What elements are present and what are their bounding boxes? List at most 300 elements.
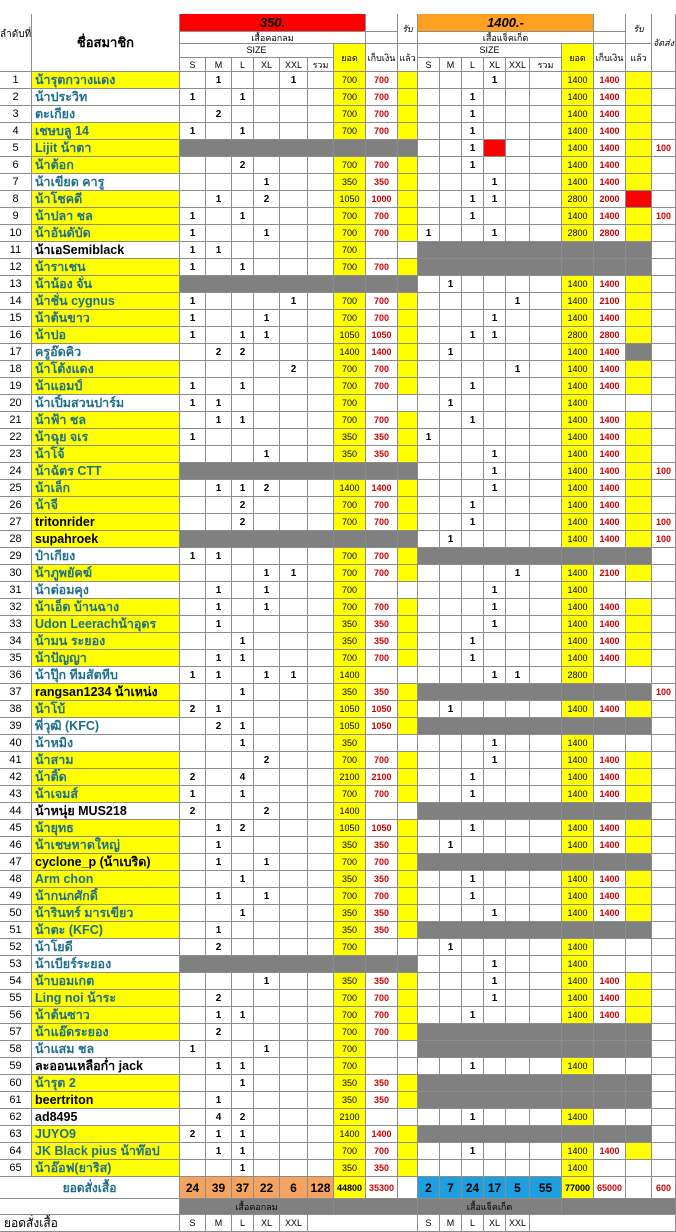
jacket-size-cell[interactable] [418,89,440,106]
jacket-received-flag[interactable] [626,1058,652,1075]
row-index[interactable]: 45 [0,820,32,837]
tee-collected[interactable]: 1400 [366,1126,398,1143]
jacket-size-cell[interactable] [440,514,462,531]
jacket-size-cell[interactable] [506,769,530,786]
jacket-collected[interactable] [594,242,626,259]
jacket-size-cell[interactable] [440,905,462,922]
tee-empty[interactable] [180,956,334,973]
jacket-size-cell[interactable] [530,531,562,548]
tee-size-cell[interactable] [280,1058,308,1075]
tee-size-cell[interactable] [254,361,280,378]
jacket-size-cell[interactable] [484,378,506,395]
jacket-size-cell[interactable] [530,480,562,497]
tee-size-cell[interactable] [280,259,308,276]
jacket-collected[interactable]: 1400 [594,701,626,718]
tee-amount[interactable]: 700 [334,123,366,140]
tee-amount[interactable]: 700 [334,939,366,956]
tee-size-cell[interactable]: 1 [206,1126,232,1143]
tee-total-cell[interactable]: 6 [280,1177,308,1199]
jacket-collected[interactable] [594,1058,626,1075]
member-name[interactable]: น้าประวิท [32,89,180,106]
tee-collected[interactable]: 350 [366,446,398,463]
jacket-size-cell[interactable] [484,820,506,837]
tee-size-cell[interactable]: 1 [232,412,254,429]
row-index[interactable]: 53 [0,956,32,973]
jacket-size-cell[interactable] [440,106,462,123]
jacket-collected[interactable]: 1400 [594,446,626,463]
jacket-collected[interactable]: 1400 [594,531,626,548]
tee-collected[interactable]: 1050 [366,718,398,735]
jacket-amount[interactable] [562,854,594,871]
jacket-amount[interactable] [562,1024,594,1041]
member-name[interactable]: Lijit น้าตา [32,140,180,157]
member-name[interactable]: JK Black pius น้าท๊อป [32,1143,180,1160]
tee-size-cell[interactable]: 1 [280,565,308,582]
tee-size-cell[interactable]: 1 [206,599,232,616]
jacket-size-cell[interactable] [484,1143,506,1160]
jacket-size-cell[interactable] [484,650,506,667]
jacket-size-cell[interactable] [440,990,462,1007]
header-index[interactable] [0,14,32,72]
row-index[interactable]: 17 [0,344,32,361]
ship-fee[interactable] [652,361,676,378]
tee-collected[interactable]: 700 [366,208,398,225]
tee-amount[interactable]: 1050 [334,327,366,344]
jacket-size-cell[interactable]: 1 [462,786,484,803]
member-name[interactable]: น้าโต้งแดง [32,361,180,378]
jacket-empty[interactable] [418,1041,562,1058]
jacket-received-flag[interactable] [626,378,652,395]
jacket-collected[interactable]: 1400 [594,837,626,854]
member-name[interactable]: น้าต่อมคุง [32,582,180,599]
tee-size-cell[interactable] [232,293,254,310]
jacket-size-cell[interactable] [484,157,506,174]
tee-size-cell[interactable] [308,259,334,276]
tee-size-cell[interactable] [232,582,254,599]
tee-size-cell[interactable] [254,1024,280,1041]
jacket-size-cell[interactable] [462,599,484,616]
jacket-size-cell[interactable] [440,361,462,378]
jacket-size-cell[interactable] [506,191,530,208]
tee-amount[interactable]: 700 [334,72,366,89]
jacket-size-cell[interactable]: 1 [462,208,484,225]
member-name[interactable]: น้าราเชน [32,259,180,276]
tee-received-flag[interactable] [398,327,418,344]
tee-received-flag[interactable] [398,939,418,956]
jacket-size-cell[interactable] [530,446,562,463]
row-index[interactable]: 35 [0,650,32,667]
tee-size-cell[interactable]: 2 [180,769,206,786]
jacket-size-cell[interactable]: 1 [484,752,506,769]
member-name[interactable]: น้าติ๊ด [32,769,180,786]
jacket-size-cell[interactable] [530,412,562,429]
tee-size-cell[interactable] [232,72,254,89]
row-index[interactable]: 16 [0,327,32,344]
tee-received-flag[interactable] [398,582,418,599]
jacket-size-cell[interactable] [418,973,440,990]
jacket-size-cell[interactable] [484,1109,506,1126]
tee-size-cell[interactable]: 1 [232,1007,254,1024]
jacket-size-cell[interactable]: 1 [484,905,506,922]
jacket-amount[interactable] [562,1075,594,1092]
member-name[interactable]: น้าปลา ชล [32,208,180,225]
jacket-collected[interactable]: 1400 [594,616,626,633]
tee-received-flag[interactable] [398,1058,418,1075]
jacket-size-cell[interactable] [440,140,462,157]
tee-size-cell[interactable] [206,225,232,242]
member-name[interactable]: น้าสาม [32,752,180,769]
row-index[interactable]: 63 [0,1126,32,1143]
tee-size-cell[interactable]: 1 [232,650,254,667]
jacket-size-head[interactable]: รวม [530,58,562,72]
jacket-amount[interactable]: 1400 [562,973,594,990]
ship-fee[interactable] [652,123,676,140]
tee-amount[interactable]: 1050 [334,191,366,208]
footer-tee-size[interactable]: S [180,1215,206,1232]
tee-size-cell[interactable] [280,871,308,888]
tee-size-cell[interactable] [232,922,254,939]
jacket-collected[interactable] [594,803,626,820]
jacket-size-cell[interactable]: 1 [484,735,506,752]
tee-size-cell[interactable] [308,973,334,990]
jacket-size-cell[interactable] [462,446,484,463]
jacket-size-cell[interactable] [530,463,562,480]
footer-blank-2[interactable] [308,1215,418,1232]
jacket-amount[interactable]: 1400 [562,1007,594,1024]
tee-total-cell[interactable]: 128 [308,1177,334,1199]
tee-size-cell[interactable] [280,174,308,191]
tee-size-cell[interactable] [280,939,308,956]
tee-received-flag[interactable] [398,820,418,837]
row-index[interactable]: 56 [0,1007,32,1024]
tee-size-cell[interactable] [232,1092,254,1109]
jacket-received-flag[interactable] [626,667,652,684]
jacket-size-cell[interactable] [530,905,562,922]
tee-collected[interactable]: 700 [366,1143,398,1160]
jacket-size-cell[interactable] [530,361,562,378]
jacket-amount[interactable]: 1400 [562,276,594,293]
tee-amount[interactable]: 1400 [334,344,366,361]
tee-total-amount[interactable]: 44800 [334,1177,366,1199]
jacket-amount[interactable]: 1400 [562,531,594,548]
tee-size-cell[interactable] [254,990,280,1007]
tee-size-cell[interactable] [206,157,232,174]
tee-collected[interactable]: 700 [366,378,398,395]
jacket-size-cell[interactable] [530,157,562,174]
tee-size-cell[interactable] [308,191,334,208]
tee-collected[interactable] [366,582,398,599]
tee-size-cell[interactable] [280,820,308,837]
tee-amount[interactable]: 350 [334,174,366,191]
tee-collected[interactable]: 700 [366,514,398,531]
tee-size-cell[interactable] [232,361,254,378]
row-index[interactable]: 7 [0,174,32,191]
tee-collected[interactable] [366,531,398,548]
jacket-amount[interactable]: 1400 [562,395,594,412]
row-index[interactable]: 14 [0,293,32,310]
jacket-size-cell[interactable] [440,582,462,599]
jacket-collected[interactable] [594,1024,626,1041]
jacket-amount[interactable]: 1400 [562,480,594,497]
jacket-size-cell[interactable] [530,276,562,293]
jacket-size-cell[interactable] [418,1143,440,1160]
tee-size-cell[interactable] [308,820,334,837]
tee-size-cell[interactable] [206,497,232,514]
jacket-size-head[interactable]: M [440,58,462,72]
tee-size-cell[interactable]: 1 [206,412,232,429]
jacket-size-cell[interactable] [418,633,440,650]
jacket-received-flag[interactable] [626,820,652,837]
tee-total-cell[interactable]: 24 [180,1177,206,1199]
blank-total-2[interactable] [626,1177,652,1199]
tee-size-cell[interactable]: 1 [254,888,280,905]
tee-amount[interactable]: 700 [334,1058,366,1075]
tee-size-cell[interactable] [180,1143,206,1160]
tee-size-cell[interactable]: 1 [254,599,280,616]
tee-received-flag[interactable] [398,1126,418,1143]
tee-size-cell[interactable] [254,106,280,123]
row-index[interactable]: 3 [0,106,32,123]
tee-size-cell[interactable] [206,259,232,276]
tee-size-cell[interactable] [180,157,206,174]
jacket-size-cell[interactable]: 1 [484,310,506,327]
jacket-received-flag[interactable] [626,973,652,990]
jacket-size-cell[interactable] [462,225,484,242]
jacket-size-cell[interactable] [530,395,562,412]
tee-amount[interactable]: 700 [334,106,366,123]
jacket-size-cell[interactable] [462,939,484,956]
tee-size-cell[interactable] [308,837,334,854]
tee-size-cell[interactable] [180,1092,206,1109]
jacket-empty[interactable] [418,922,562,939]
tee-size-cell[interactable]: 2 [180,701,206,718]
tee-size-cell[interactable] [308,174,334,191]
tee-collected[interactable]: 700 [366,72,398,89]
jacket-size-cell[interactable] [440,769,462,786]
jacket-size-cell[interactable] [462,565,484,582]
jacket-received-flag[interactable] [626,582,652,599]
member-name[interactable]: น้ารุตกวางแดง [32,72,180,89]
jacket-received-flag[interactable] [626,514,652,531]
jacket-size-cell[interactable] [440,786,462,803]
tee-size-cell[interactable]: 2 [232,344,254,361]
tee-received-flag[interactable] [398,174,418,191]
member-name[interactable]: ป๋าเกียง [32,548,180,565]
jacket-collected[interactable] [594,259,626,276]
jacket-size-cell[interactable] [440,123,462,140]
tee-size-cell[interactable] [232,191,254,208]
tee-size-cell[interactable] [308,684,334,701]
tee-amount[interactable]: 700 [334,582,366,599]
tee-collected[interactable] [366,667,398,684]
jacket-size-cell[interactable] [418,1007,440,1024]
jacket-size-cell[interactable]: 1 [484,225,506,242]
tee-size-cell[interactable] [232,667,254,684]
jacket-size-cell[interactable]: 1 [462,123,484,140]
member-name[interactable]: cyclone_p (น้าเบริด) [32,854,180,871]
jacket-amount[interactable] [562,548,594,565]
jacket-collected[interactable]: 1400 [594,514,626,531]
tee-size-cell[interactable]: 1 [254,1041,280,1058]
tee-collected[interactable]: 700 [366,225,398,242]
jacket-collected[interactable]: 1400 [594,157,626,174]
jacket-received-flag[interactable] [626,412,652,429]
jacket-received-flag[interactable] [626,123,652,140]
ship-fee[interactable] [652,1160,676,1177]
jacket-size-cell[interactable]: 1 [484,72,506,89]
row-index[interactable]: 55 [0,990,32,1007]
tee-size-cell[interactable] [180,735,206,752]
jacket-collected[interactable]: 1400 [594,871,626,888]
tee-size-cell[interactable]: 1 [206,650,232,667]
jacket-size-cell[interactable] [506,939,530,956]
jacket-size-cell[interactable] [462,480,484,497]
tee-amount[interactable]: 350 [334,429,366,446]
jacket-size-cell[interactable]: 1 [462,1109,484,1126]
jacket-received-flag[interactable] [626,89,652,106]
jacket-size-cell[interactable]: 1 [484,616,506,633]
jacket-collected[interactable]: 1400 [594,650,626,667]
jacket-received-flag[interactable] [626,888,652,905]
jacket-size-cell[interactable]: 1 [462,871,484,888]
jacket-size-cell[interactable]: 1 [484,582,506,599]
tee-amount[interactable]: 700 [334,854,366,871]
jacket-size-cell[interactable] [418,174,440,191]
jacket-size-cell[interactable]: 1 [462,1058,484,1075]
jacket-size-cell[interactable] [506,157,530,174]
jacket-size-cell[interactable] [506,1007,530,1024]
ship-fee[interactable] [652,191,676,208]
tee-received-flag[interactable] [398,956,418,973]
jacket-collected[interactable]: 1400 [594,378,626,395]
tee-size-cell[interactable] [254,378,280,395]
tee-size-cell[interactable] [180,514,206,531]
tee-size-cell[interactable] [254,633,280,650]
tee-size-cell[interactable]: 1 [254,174,280,191]
jacket-size-cell[interactable]: 1 [462,157,484,174]
member-name[interactable]: JUYO9 [32,1126,180,1143]
jacket-received-flag[interactable] [626,140,652,157]
jacket-size-cell[interactable] [418,1058,440,1075]
tee-size-cell[interactable]: 1 [206,72,232,89]
tee-size-cell[interactable] [180,752,206,769]
jacket-collected[interactable] [594,1160,626,1177]
jacket-amount[interactable]: 1400 [562,378,594,395]
jacket-received-flag[interactable] [626,157,652,174]
tee-size-cell[interactable] [232,174,254,191]
ship-fee[interactable] [652,854,676,871]
jacket-size-cell[interactable] [462,310,484,327]
jacket-total-cell[interactable]: 17 [484,1177,506,1199]
jacket-total-cell[interactable]: 5 [506,1177,530,1199]
jacket-collected[interactable]: 1400 [594,140,626,157]
row-index[interactable]: 43 [0,786,32,803]
footer-tee-size[interactable]: XXL [280,1215,308,1232]
tee-received-flag[interactable] [398,157,418,174]
tee-size-cell[interactable] [254,922,280,939]
jacket-size-cell[interactable] [506,1143,530,1160]
jacket-size-cell[interactable]: 1 [462,412,484,429]
jacket-received-flag[interactable] [626,1007,652,1024]
tee-size-cell[interactable]: 1 [232,1143,254,1160]
jacket-size-cell[interactable]: 1 [506,667,530,684]
jacket-received-flag[interactable] [626,276,652,293]
tee-collected[interactable] [366,939,398,956]
tee-amount[interactable]: 1400 [334,1126,366,1143]
tee-size-cell[interactable]: 1 [206,837,232,854]
jacket-collected[interactable]: 1400 [594,89,626,106]
member-name[interactable]: น้าโจ้ [32,446,180,463]
tee-amount[interactable]: 1050 [334,718,366,735]
jacket-size-cell[interactable] [440,616,462,633]
row-index[interactable]: 19 [0,378,32,395]
jacket-collected[interactable] [594,684,626,701]
jacket-size-cell[interactable] [418,599,440,616]
tee-size-cell[interactable]: 2 [254,752,280,769]
member-name[interactable]: tritonrider [32,514,180,531]
jacket-collected[interactable] [594,548,626,565]
jacket-empty[interactable] [418,548,562,565]
ship-fee[interactable] [652,446,676,463]
tee-size-cell[interactable]: 1 [180,378,206,395]
tee-received-flag[interactable] [398,123,418,140]
tee-size-cell[interactable] [180,174,206,191]
tee-size-cell[interactable]: 1 [206,854,232,871]
jacket-size-cell[interactable] [462,463,484,480]
jacket-size-cell[interactable] [440,429,462,446]
tee-size-cell[interactable]: 1 [206,888,232,905]
tee-size-cell[interactable]: 1 [206,1143,232,1160]
row-index[interactable]: 21 [0,412,32,429]
tee-size-cell[interactable]: 1 [254,225,280,242]
tee-amount[interactable]: 2100 [334,769,366,786]
ship-fee[interactable]: 100 [652,463,676,480]
tee-size-cell[interactable] [308,480,334,497]
tee-amount[interactable] [334,140,366,157]
jacket-size-cell[interactable] [530,514,562,531]
tee-size-cell[interactable] [254,1160,280,1177]
tee-size-cell[interactable]: 2 [206,1024,232,1041]
tee-collected[interactable]: 700 [366,89,398,106]
tee-size-cell[interactable] [254,72,280,89]
tee-size-cell[interactable]: 1 [180,786,206,803]
jacket-size-cell[interactable] [506,140,530,157]
jacket-size-cell[interactable] [506,905,530,922]
jacket-size-cell[interactable]: 1 [462,820,484,837]
tee-size-cell[interactable] [180,990,206,1007]
tee-size-cell[interactable] [180,191,206,208]
jacket-size-cell[interactable] [418,820,440,837]
tee-collected[interactable]: 700 [366,888,398,905]
member-name[interactable]: น้าหมิง [32,735,180,752]
tee-size-cell[interactable] [280,1041,308,1058]
member-name[interactable]: เชษบลู 14 [32,123,180,140]
jacket-size-cell[interactable] [530,174,562,191]
jacket-size-cell[interactable] [530,769,562,786]
jacket-size-cell[interactable] [418,293,440,310]
jacket-size-cell[interactable] [440,973,462,990]
jacket-amount[interactable]: 1400 [562,599,594,616]
tee-size-cell[interactable] [180,1007,206,1024]
member-name[interactable]: น้าโบ้ [32,701,180,718]
tee-size-cell[interactable] [232,548,254,565]
tee-size-cell[interactable]: 2 [206,344,232,361]
jacket-received-flag[interactable] [626,1075,652,1092]
tee-collected[interactable]: 700 [366,990,398,1007]
jacket-size-cell[interactable] [418,157,440,174]
tee-amount[interactable]: 350 [334,973,366,990]
jacket-size-cell[interactable] [418,208,440,225]
